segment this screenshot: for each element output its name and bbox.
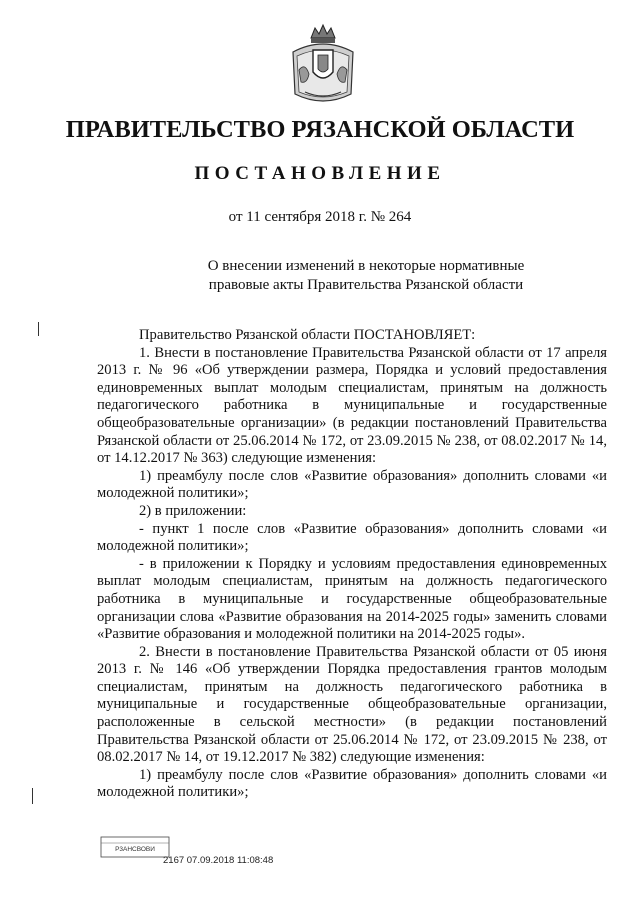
footer-registration-note: 2167 07.09.2018 11:08:48 — [163, 855, 274, 866]
clause-1: 1. Внести в постановление Правительства Рязанской области от 17 апреля 2013 г. № 96 «Об утверждении размера, Порядка и условий предоставления единовременных выплат молодым специалистам, принятым на должность педагогического работника в муниципальные и государственные общеобразовательные организации» (в редакции постановлений Правительства Рязанской области от 25.06.2014 № 172, от 23.09.2015 № 238, от 08.02.2017 № 14, от 14.12.2017 № 363) следующие изменения: — [97, 344, 607, 467]
subject-line-1: О внесении изменений в некоторые нормативные — [207, 258, 525, 274]
decree-body — [97, 327, 607, 802]
registration-stamp-icon — [100, 836, 170, 858]
clause-2-item-1: 1) преамбулу после слов «Развитие образования» дополнить словами «и молодежной политики»; — [97, 766, 607, 801]
clause-2: 2. Внести в постановление Правительства Рязанской области от 05 июня 2013 г. № 146 «Об утверждении Порядка предоставления грантов молодым специалистам, принятым на должность педагогического работника в муниципальные и государственные общеобразовательные организации, расположенные в сельской местности» (в редакции постановлений Правительства Рязанской области от 25.06.2014 № 172, от 23.09.2015 № 238, от 08.02.2017 № 14, от 19.12.2017 № 382) следующие изменения: — [97, 643, 607, 766]
decree-date-number: от 11 сентября 2018 г. № 264 — [228, 209, 412, 225]
scan-margin-mark — [38, 322, 39, 336]
document-type: ПОСТАНОВЛЕНИЕ — [194, 163, 446, 184]
clause-1-item-2: 2) в приложении: — [139, 502, 247, 519]
resolution-intro: Правительство Рязанской области ПОСТАНОВЛЯЕТ: — [139, 327, 476, 343]
clause-1-item-2b: - в приложении к Порядку и условиям предоставления единовременных выплат молодым специалистам, принятым на должность педагогического работника в муниципальные и государственные общеобразовательные организации слова «Развитие образования на 2014-2025 годы» заменить словами «Развитие образования и молодежной политики на 2014-2025 годы». — [97, 555, 607, 643]
government-title: ПРАВИТЕЛЬСТВО РЯЗАНСКОЙ ОБЛАСТИ — [65, 116, 575, 143]
decree-subject — [186, 257, 546, 295]
scan-margin-mark — [32, 788, 33, 804]
subject-line-2: правовые акты Правительства Рязанской области — [208, 277, 524, 293]
clause-1-item-2a: - пункт 1 после слов «Развитие образования» дополнить словами «и молодежной политики»; — [97, 520, 607, 555]
clause-1-item-1: 1) преамбулу после слов «Развитие образования» дополнить словами «и молодежной политики»; — [97, 467, 607, 502]
coat-of-arms-icon — [285, 22, 361, 108]
stamp-text: Р3АНСВОВИ — [115, 846, 155, 853]
